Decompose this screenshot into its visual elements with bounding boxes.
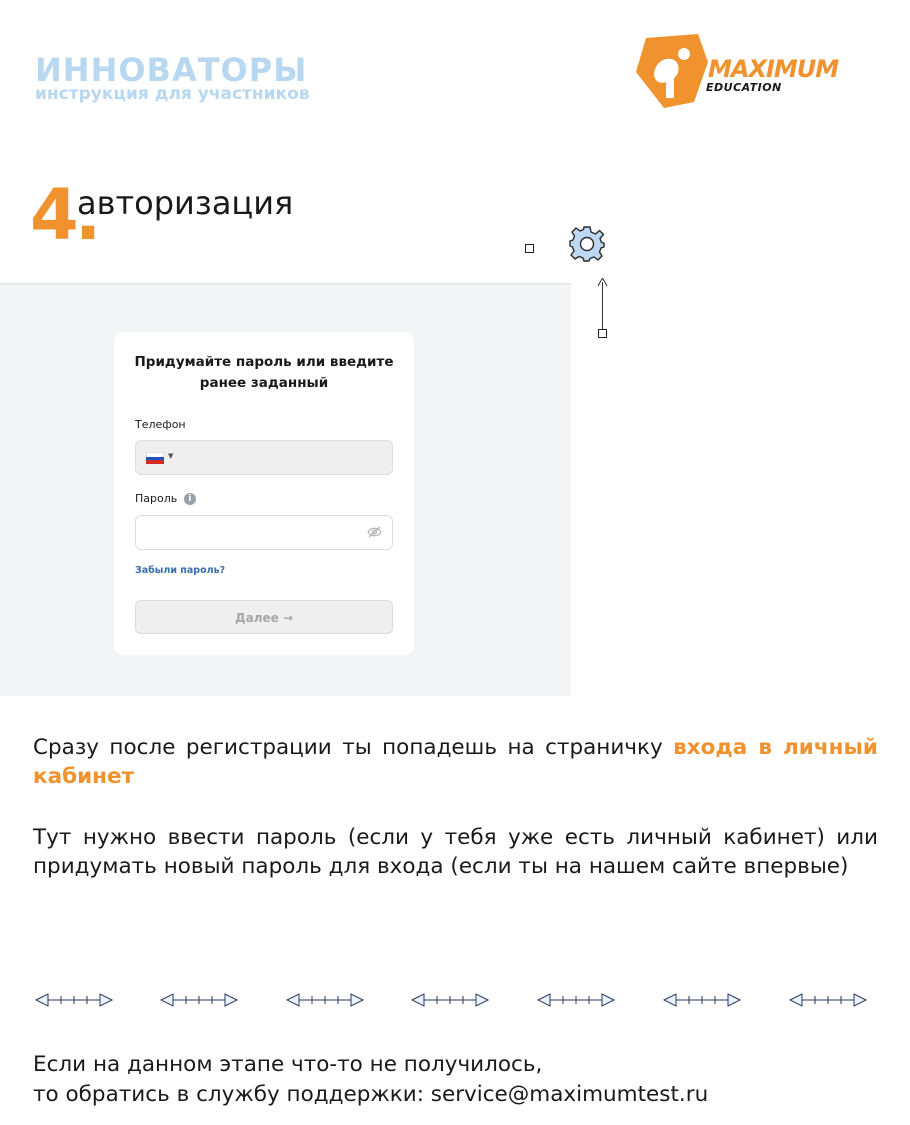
instruction-paragraph: Тут нужно ввести пароль (если у тебя уже есть личный кабинет) или придумать новый пароль для входа (если ты на нашем сайте впервые): [33, 825, 878, 879]
logo-wordmark: MAXIMUM: [708, 55, 839, 83]
support-text: [33, 1050, 708, 1110]
phone-input[interactable]: [135, 440, 393, 475]
double-arrow-divider-icon: [35, 990, 115, 1010]
support-line-1: Если на данном этапе что-то не получилось,: [33, 1052, 543, 1077]
support-line-2: то обратись в службу поддержки: service@maximumtest.ru: [33, 1082, 709, 1107]
double-arrow-divider-icon: [537, 990, 617, 1010]
rotation-handle-line: [602, 282, 603, 329]
next-button[interactable]: Далее →: [135, 600, 393, 634]
maximum-logo: [632, 32, 857, 110]
page-title: ИННОВАТОРЫ: [35, 51, 308, 89]
logo-tagline: EDUCATION: [706, 81, 782, 94]
login-card: [114, 332, 414, 655]
password-label-row: [135, 492, 196, 505]
intro-paragraph: [33, 733, 878, 791]
step-number: 4.: [30, 174, 98, 256]
eye-icon[interactable]: [367, 526, 382, 538]
phone-label: Телефон: [135, 418, 186, 431]
page-subtitle: инструкция для участников: [35, 84, 310, 104]
forgot-password-link[interactable]: Забыли пароль?: [135, 565, 226, 576]
selection-handle[interactable]: [525, 244, 534, 253]
password-label: Пароль: [135, 492, 178, 505]
intro-highlight: входа в личный кабинет: [33, 735, 878, 789]
double-arrow-divider-icon: [411, 990, 491, 1010]
login-heading: Придумайте пароль или введите ранее заданный: [134, 354, 394, 391]
double-arrow-divider-icon: [663, 990, 743, 1010]
gear-icon[interactable]: [566, 223, 608, 265]
selection-handle[interactable]: [598, 329, 607, 338]
password-input[interactable]: [135, 515, 393, 550]
logo-mark-icon: [632, 32, 712, 110]
double-arrow-divider-icon: [160, 990, 240, 1010]
chevron-down-icon[interactable]: ▼: [168, 452, 174, 460]
double-arrow-divider-icon: [789, 990, 869, 1010]
step-title: авторизация: [77, 184, 294, 222]
russia-flag-icon[interactable]: [146, 452, 164, 463]
info-icon[interactable]: i: [184, 493, 196, 505]
intro-text: Сразу после регистрации ты попадешь на страничку: [33, 735, 674, 760]
double-arrow-divider-icon: [286, 990, 366, 1010]
